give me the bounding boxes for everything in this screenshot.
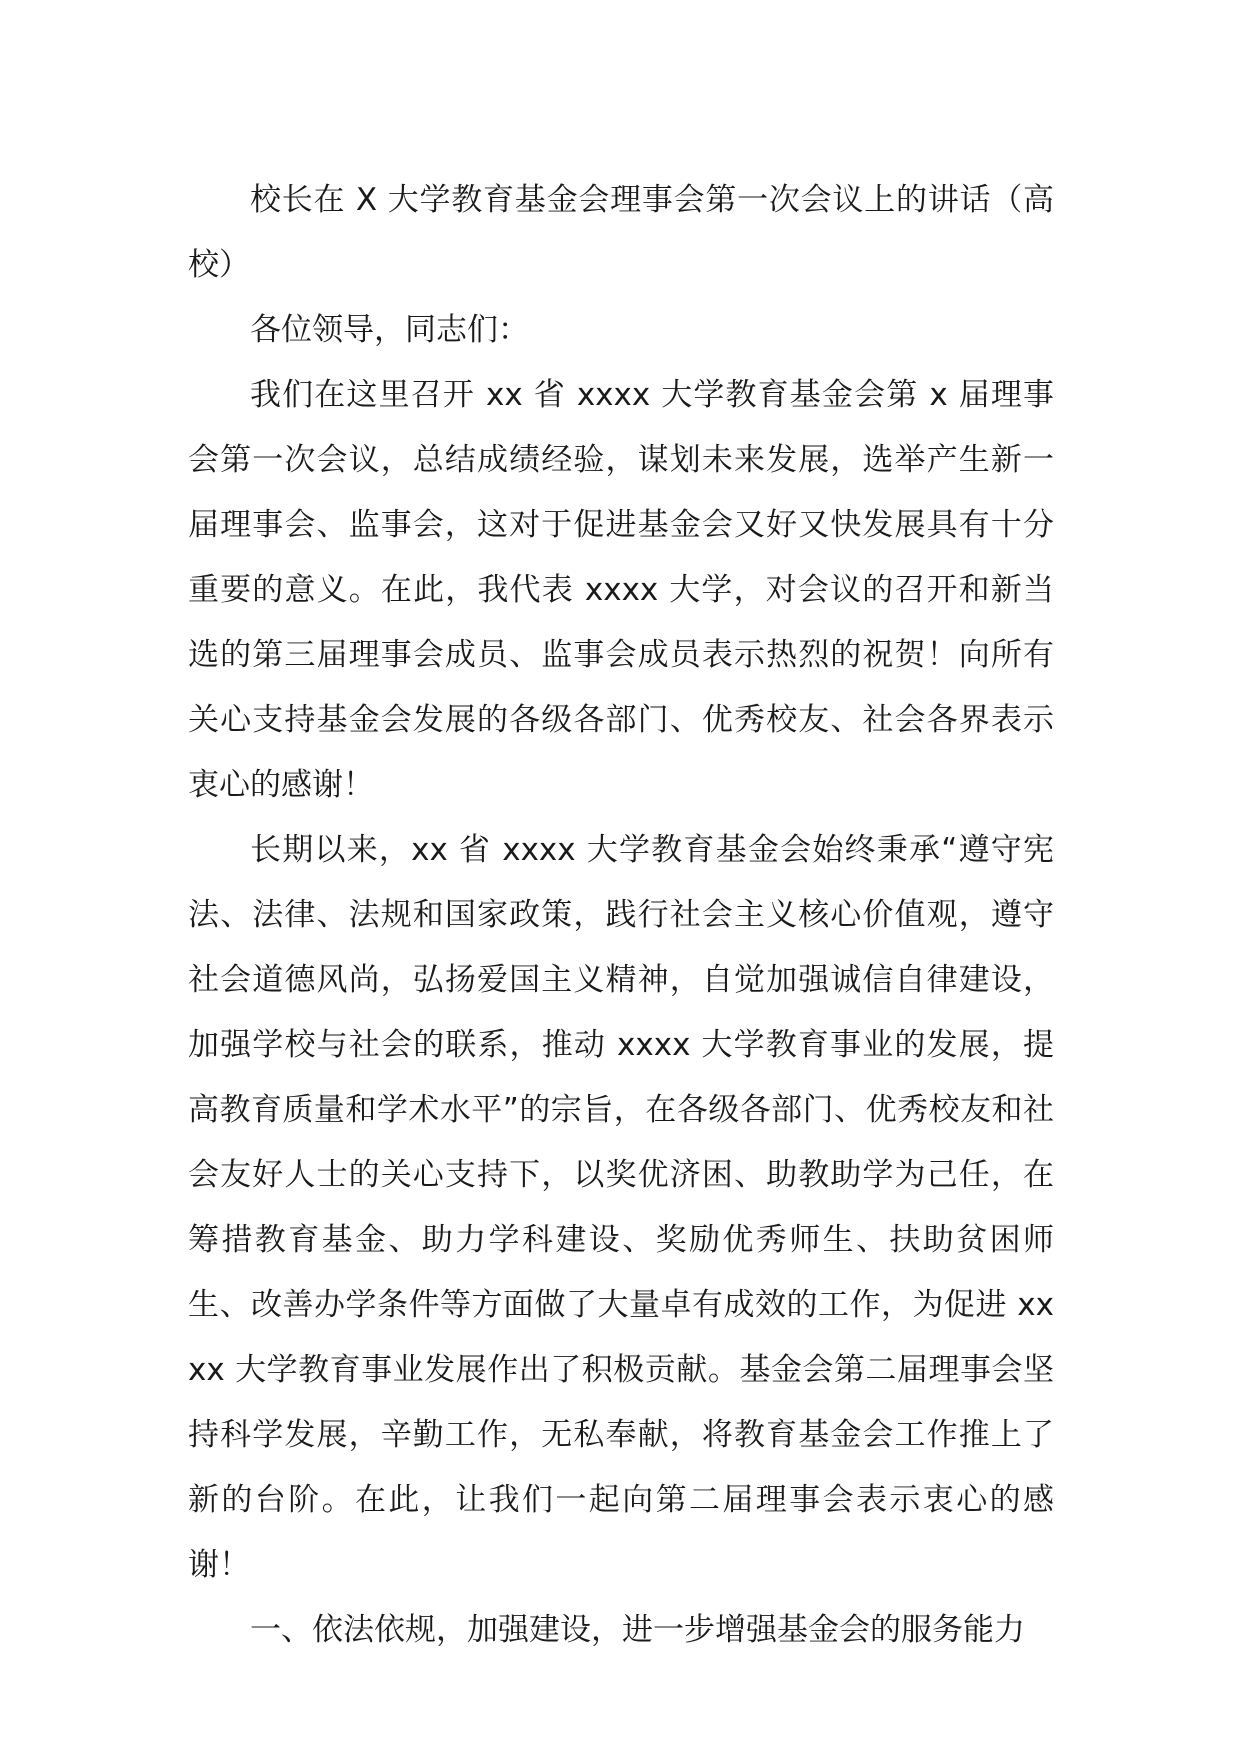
document-page bbox=[188, 168, 1054, 1663]
document-title: 校长在 X 大学教育基金会理事会第一次会议上的讲话（高校） bbox=[188, 182, 1054, 283]
greeting: 各位领导，同志们： bbox=[250, 312, 529, 348]
paragraph-2: 长期以来，xx 省 xxxx 大学教育基金会始终秉承“遵守宪法、法律、法规和国家政策，践行社会主义核心价值观，遵守社会道德风尚，弘扬爱国主义精神，自觉加强诚信自律建设，加强学校与社会的联系，推动 xxxx 大学教育事业的发展，提高教育质量和学术水平”的宗旨，在各级各部门、优秀校友和社会友好人士的关心支持下，以奖优济困、助教助学为己任，在筹措教育基金、助力学科建设、奖励优秀师生、扶助贫困师生、改善办学条件等方面做了大量卓有成效的工作，为促进 xxxx 大学教育事业发展作出了积极贡献。基金会第二届理事会坚持科学发展，辛勤工作，无私奉献，将教育基金会工作推上了新的台阶。在此，让我们一起向第二届理事会表示衷心的感谢！ bbox=[188, 832, 1054, 1583]
paragraph-1: 我们在这里召开 xx 省 xxxx 大学教育基金会第 x 届理事会第一次会议，总结成绩经验，谋划未来发展，选举产生新一届理事会、监事会，这对于促进基金会又好又快发展具有十分重要的意义。在此，我代表 xxxx 大学，对会议的召开和新当选的第三届理事会成员、监事会成员表示热烈的祝贺！向所有关心支持基金会发展的各级各部门、优秀校友、社会各界表示衷心的感谢！ bbox=[188, 377, 1054, 803]
section-heading: 一、依法依规，加强建设，进一步增强基金会的服务能力 bbox=[250, 1612, 1025, 1648]
